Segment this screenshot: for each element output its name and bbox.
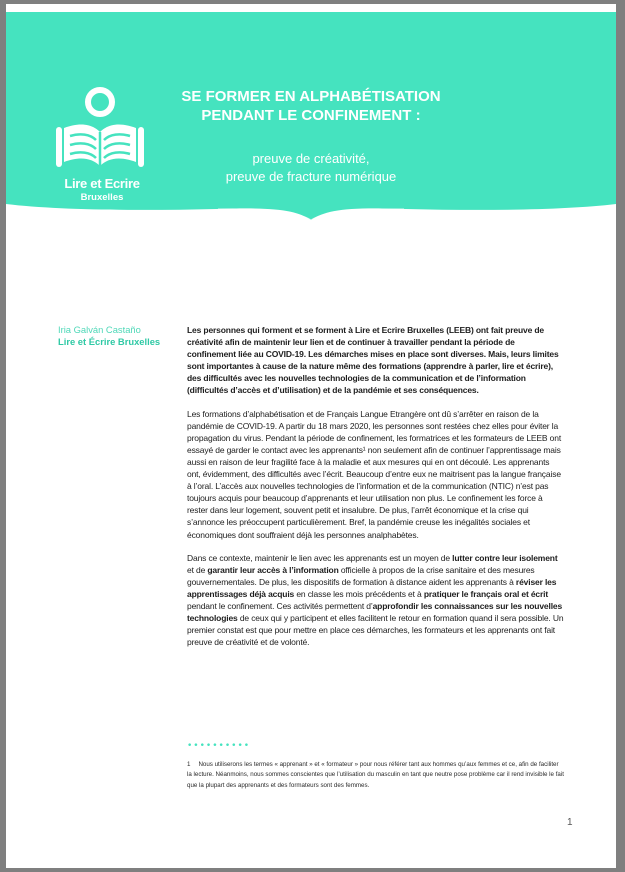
p3-text-5: pendant le confinement. Ces activités permettent d’ bbox=[187, 600, 373, 611]
p3-text-3: officielle à propos de la crise sanitaire et des mesures gouvernementales. De plus, les dispositifs de formation à distance aident les apprenants à bbox=[187, 564, 535, 587]
subtitle-line-2: preuve de fracture numérique bbox=[225, 169, 397, 184]
page-number: 1 bbox=[567, 817, 573, 828]
p3-bold-3: réviser les apprentissages déjà acquis bbox=[187, 576, 557, 599]
p3-text-4: en classe les mois précédents et à bbox=[294, 588, 424, 599]
paragraph-3 bbox=[187, 552, 565, 649]
p3-text-2: et de bbox=[187, 564, 208, 575]
p3-bold-1: lutter contre leur isolement bbox=[452, 552, 558, 563]
p3-text-6: de ceux qui y participent et elles facilitent le retour en formation quand il sera possible. Un premier constat est que pour mettre en place ces démarches, les formateurs et les apprenants ont fait preuve de créativité et de volonté. bbox=[187, 613, 564, 648]
author-block bbox=[58, 324, 178, 348]
footnote bbox=[187, 760, 565, 791]
footnote-number: 1 bbox=[187, 761, 191, 768]
author-name: Iria Galván Castaño bbox=[58, 324, 141, 335]
page-title bbox=[156, 87, 466, 125]
document-page bbox=[6, 4, 616, 868]
p3-bold-4: pratiquer le français oral et écrit bbox=[423, 588, 549, 599]
p3-bold-5: approfondir les connaissances sur les nouvelles technologies bbox=[187, 600, 563, 624]
author-organization: Lire et Écrire Bruxelles bbox=[58, 336, 161, 347]
p3-bold-2: garantir leur accès à l’information bbox=[207, 564, 339, 575]
footnote-separator: •••••••••• bbox=[187, 741, 251, 751]
logo-name: Lire et Ecrire bbox=[64, 176, 140, 191]
intro-paragraph: Les personnes qui forment et se forment à Lire et Ecrire Bruxelles (LEEB) ont fait preuve de créativité afin de maintenir leur lien et de continuer à travailler pendant la période de confinement liée au COVID-19. Les démarches mises en place sont diverses. Mais, leurs limites sont importantes à cause de la nature même des formations (apprendre à parler, lire et écrire), des difficultés avec les nouvelles technologies de la communication et de l’information (difficultés d’accès et d’utilisation) et de la pandémie et ses conséquences. bbox=[187, 325, 559, 396]
paragraph-2: Les formations d’alphabétisation et de Français Langue Etrangère ont dû s’arrêter en raison de la pandémie de COVID-19. A partir du 18 mars 2020, les personnes sont restées chez elles pour éviter la propagation du virus. Pendant la période de confinement, les formatrices et les formateurs de LEEB ont essayé de garder le contact avec les apprenants¹ non seulement afin de continuer l’apprentissage mais aussi en raison de leur fragilité face à la maladie et aux mesures qui en ont découlé. Les apprenants ont, évidemment, des difficultés avec l’écrit. Beaucoup d’entre eux ne maitrisent pas la langue française à l’oral. L’accès aux nouvelles technologies de l’information et de la communication (NTIC) n’est pas toujours acquis pour beaucoup d’apprenants et leur utilisation non plus. Le confinement les force à rester dans leur logement, souvent petit et insalubre. De plus, l’arrêt économique et la crise qui s’annonce les préoccupent particulièrement. Bref, la pandémie creuse les inégalités sociales et économiques dont souffraient déjà les personnes analphabètes. bbox=[187, 408, 562, 540]
p3-text-1: Dans ce contexte, maintenir le lien avec les apprenants est un moyen de bbox=[187, 552, 453, 563]
title-line-1: SE FORMER EN ALPHABÉTISATION bbox=[181, 88, 441, 105]
subtitle-line-1: preuve de créativité, bbox=[252, 151, 370, 166]
article-body bbox=[187, 324, 565, 659]
footnote-text: Nous utiliserons les termes « apprenant » et « formateur » pour nous référer tant aux hommes qu’aux femmes et ce, afin de faciliter la lecture. Néanmoins, nous sommes conscientes que l’utilisation du masculin en tant que neutre pose problème car il rend invisible le fait que la plupart des apprenants et des formateurs sont des femmes. bbox=[187, 761, 564, 789]
logo-city: Bruxelles bbox=[80, 192, 124, 203]
page-subtitle bbox=[156, 150, 466, 186]
title-line-2: PENDANT LE CONFINEMENT : bbox=[201, 107, 421, 124]
